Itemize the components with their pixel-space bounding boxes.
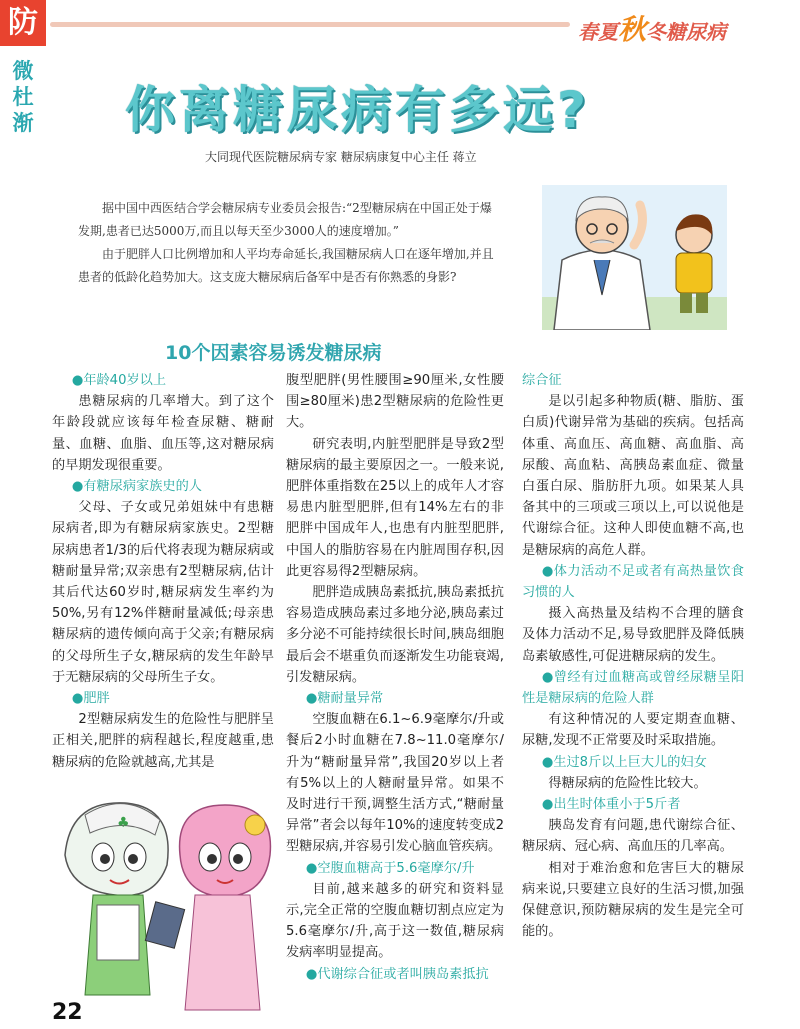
factor-heading (52, 476, 274, 497)
paragraph: 患糖尿病的几率增大。到了这个年龄段就应该每年检查尿糖、糖耐量、血糖、血脂、血压等,这对糖尿病的早期发现很重要。 (52, 394, 274, 473)
paragraph: 肥胖造成胰岛素抵抗,胰岛素抵抗容易造成胰岛素过多地分泌,胰岛素过多分泌不可能持续很长时间,胰岛细胞最后会不堪重负而逐渐发生功能衰竭,引发糖尿病。 (286, 585, 504, 685)
paragraph: 摄入高热量及结构不合理的膳食及体力活动不足,易导致肥胖及降低胰岛素敏感性,可促进糖尿病的发生。 (522, 606, 744, 664)
intro (78, 197, 498, 289)
paragraph: 空腹血糖在6.1~6.9毫摩尔/升或餐后2小时血糖在7.8~11.0毫摩尔/升为“糖耐量异常”,我国20岁以上者有5%以上的人糖耐量异常。如果不及时进行干预,调整生活方式,“糖耐量异常”者会以每年10%的速度转变成2型糖尿病,并容易引发心脑血管疾病。 (286, 712, 504, 855)
paragraph: 有这种情况的人要定期查血糖、尿糖,发现不正常要及时采取措施。 (522, 712, 744, 749)
series-title-pre: 春夏 (578, 20, 618, 44)
factor-heading-text: 空腹血糖高于5.6毫摩尔/升 (317, 860, 475, 876)
section-badge: 防 (0, 0, 46, 46)
factor-heading-text: 肥胖 (83, 691, 110, 707)
factor-heading-text: 糖耐量异常 (317, 691, 384, 707)
bullet-icon: ● (541, 754, 554, 770)
bullet-icon: ● (71, 479, 84, 495)
column-3 (522, 370, 744, 942)
factor-heading (286, 964, 504, 985)
factor-heading (522, 794, 744, 815)
mascot-illustration (55, 795, 280, 1025)
bullet-icon: ● (305, 860, 318, 876)
factor-heading (522, 667, 744, 709)
paragraph: 父母、子女或兄弟姐妹中有患糖尿病者,即为有糖尿病家族史。2型糖尿病患者1/3的后代将表现为糖尿病或糖耐量异常;双亲患有2型糖尿病,估计其后代达60岁时,糖尿病发生率约为50%,另有12%伴糖耐量减低;母亲患糖尿病的遗传倾向高于父亲;有糖尿病的父母所生子女,糖尿病的发生年龄早于无糖尿病的父母所生子女。 (52, 500, 274, 685)
paragraph: 目前,越来越多的研究和资料显示,完全正常的空腹血糖切割点应定为5.6毫摩尔/升,高于这一数值,糖尿病发病率明显提高。 (286, 881, 504, 961)
paragraph: 2型糖尿病发生的危险性与肥胖呈正相关,肥胖的病程越长,程度越重,患糖尿病的危险就越高,尤其是 (52, 712, 274, 770)
paragraph: 是以引起多种物质(糖、脂肪、蛋白质)代谢异常为基础的疾病。包括高体重、高血压、高血糖、高血脂、高尿酸、高血粘、高胰岛素血症、微量白蛋白尿、脂肪肝九项。如果某人具备其中的三项或三项以上,可以说他是代谢综合征。这种人即使血糖不高,也是糖尿病的高危人群。 (522, 394, 744, 558)
paragraph: 相对于难治愈和危害巨大的糖尿病来说,只要建立良好的生活习惯,加强保健意识,预防糖尿病的发生是完全可能的。 (522, 860, 744, 940)
factor-heading-text: 生过8斤以上巨大儿的妇女 (553, 754, 707, 770)
factor-heading (286, 688, 504, 709)
intro-paragraph: 由于肥胖人口比例增加和人平均寿命延长,我国糖尿病人口在逐年增加,并且患者的低龄化趋势加大。这支庞大糖尿病后备军中是否有你熟悉的身影? (78, 247, 494, 284)
section-title: 10个因素容易诱发糖尿病 (165, 342, 382, 364)
bullet-icon: ● (71, 691, 84, 707)
factor-heading: 综合征 (522, 373, 562, 388)
column-1 (52, 370, 274, 773)
intro-paragraph: 据中国中西医结合学会糖尿病专业委员会报告:“2型糖尿病在中国正处于爆发期,患者已达5000万,而且以每天至少3000人的速度增加。” (78, 201, 492, 238)
header-rule (50, 22, 570, 27)
bullet-icon: ● (541, 669, 554, 685)
bullet-icon: ● (305, 691, 318, 707)
column-2 (286, 370, 504, 985)
svg-text:♣: ♣ (117, 815, 130, 831)
factor-heading (522, 752, 744, 773)
bullet-icon: ● (541, 563, 554, 579)
paragraph: 胰岛发育有问题,患代谢综合征、糖尿病、冠心病、高血压的几率高。 (522, 818, 744, 855)
factor-heading-text: 有糖尿病家族史的人 (83, 479, 202, 495)
page-number: 22 (52, 1000, 83, 1025)
paragraph: 腹型肥胖(男性腰围≥90厘米,女性腰围≥80厘米)患2型糖尿病的危险性更大。 (286, 373, 504, 431)
bullet-icon: ● (305, 966, 318, 982)
paragraph: 得糖尿病的危险性比较大。 (548, 775, 707, 791)
factor-heading-text: 体力活动不足或者有高热量饮食习惯的人 (522, 563, 745, 601)
factor-heading-text: 出生时体重小于5斤者 (553, 797, 681, 813)
series-title-big: 秋 (618, 13, 647, 46)
side-label: 微杜渐 (12, 59, 34, 135)
factor-heading (52, 370, 274, 391)
doctor-boy-illustration (542, 185, 727, 330)
article-title: 你离糖尿病有多远? (125, 81, 591, 139)
byline: 大同现代医院糖尿病专家 糖尿病康复中心主任 蒋立 (205, 150, 477, 164)
factor-heading (522, 561, 744, 603)
factor-heading (286, 858, 504, 879)
bullet-icon: ● (71, 373, 84, 388)
factor-heading (52, 688, 274, 709)
paragraph: 研究表明,内脏型肥胖是导致2型糖尿病的最主要原因之一。一般来说,肥胖体重指数在25以上的成年人才容易患内脏型肥胖,但有14%左右的非肥胖中国成年人,也患有内脏型肥胖,中国人的脂肪容易在内脏周围存积,因此更容易得2型糖尿病。 (286, 436, 504, 579)
factor-heading-text: 年龄40岁以上 (83, 373, 167, 388)
factor-heading-text: 曾经有过血糖高或曾经尿糖呈阳性是糖尿病的危险人群 (522, 669, 745, 707)
series-title (578, 8, 726, 48)
series-title-post: 冬糖尿病 (646, 20, 727, 44)
bullet-icon: ● (541, 797, 554, 813)
factor-heading-text: 代谢综合征或者叫胰岛素抵抗 (317, 966, 489, 982)
